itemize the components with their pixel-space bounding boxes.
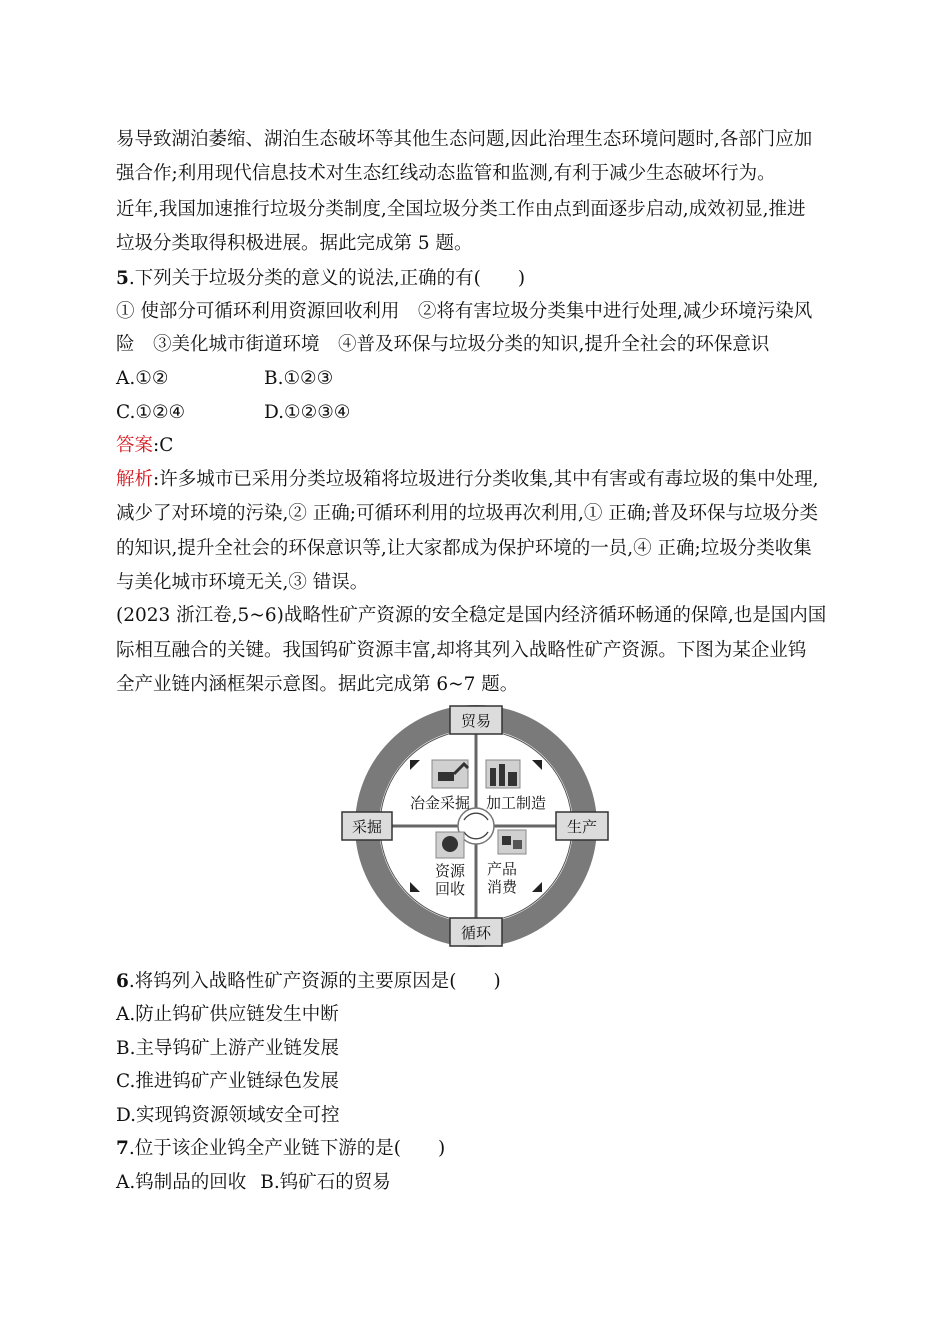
- q7-number: 7: [116, 1138, 129, 1159]
- q7-options-line: [116, 1171, 391, 1195]
- q6-option-a: A.防止钨矿供应链发生中断: [116, 1004, 339, 1025]
- analysis-label: 解析: [116, 469, 154, 490]
- label-trade: 贸易: [460, 712, 492, 730]
- label-product: 产品: [486, 860, 518, 878]
- factory-icon: [486, 760, 520, 788]
- q6-option-b: B.主导钨矿上游产业链发展: [116, 1038, 339, 1059]
- box-production: [556, 812, 608, 840]
- q7-option-a: A.钨制品的回收: [116, 1172, 247, 1193]
- q5-analysis-4: 与美化城市环境无关,③ 错误。: [116, 572, 369, 593]
- intro-line-3: 近年,我国加速推行垃圾分类制度,全国垃圾分类工作由点到面逐步启动,成效初显,推进: [116, 199, 806, 220]
- material-line-1: (2023 浙江卷,5~6)战略性矿产资源的安全稳定是国内经济循环畅通的保障,也是国内国: [116, 605, 827, 626]
- q6-stem-line: [116, 970, 501, 994]
- q7-stem-line: [116, 1137, 445, 1161]
- label-mining: 采掘: [351, 818, 383, 836]
- q6-option-d: D.实现钨资源领域安全可控: [116, 1105, 340, 1126]
- q5-answer: [116, 434, 173, 458]
- box-mining: [342, 812, 392, 840]
- material-line-2: 际相互融合的关键。我国钨矿资源丰富,却将其列入战略性矿产资源。下图为某企业钨: [116, 640, 807, 661]
- q6-option-c: C.推进钨矿产业链绿色发展: [116, 1071, 339, 1092]
- label-resource: 资源: [434, 862, 466, 880]
- label-cycle: 循环: [460, 924, 492, 942]
- intro-line-1: 易导致湖泊萎缩、湖泊生态破坏等其他生态问题,因此治理生态环境问题时,各部门应加: [116, 129, 813, 150]
- q5-analysis-2: 减少了对环境的污染,② 正确;可循环利用的垃圾再次利用,① 正确;普及环保与垃圾分类: [116, 503, 818, 524]
- label-recycling: 回收: [434, 880, 466, 898]
- q5-stem: .下列关于垃圾分类的意义的说法,正确的有( ): [128, 268, 526, 289]
- label-processing-manufacturing: 加工制造: [485, 794, 547, 812]
- q5-number: 5: [116, 268, 129, 289]
- recycle-bin-icon: [436, 832, 464, 858]
- q5-stem-line: [116, 267, 525, 291]
- q5-statements-2: 险 ③美化城市街道环境 ④普及环保与垃圾分类的知识,提升全社会的环保意识: [116, 334, 770, 355]
- answer-label: 答案: [116, 435, 154, 456]
- label-production: 生产: [566, 818, 598, 836]
- q5-option-a: A.①②: [116, 368, 169, 389]
- q6-number: 6: [116, 971, 129, 992]
- box-cycle: [450, 918, 502, 946]
- answer-value: :C: [153, 435, 174, 456]
- q5-analysis-1: [116, 468, 819, 492]
- q7-option-b: B.钨矿石的贸易: [260, 1172, 391, 1193]
- products-icon: [498, 830, 526, 854]
- intro-line-4: 垃圾分类取得积极进展。据此完成第 5 题。: [116, 233, 473, 254]
- label-consumption: 消费: [486, 878, 518, 896]
- q7-stem: .位于该企业钨全产业链下游的是( ): [128, 1138, 446, 1159]
- q5-option-d: D.①②③④: [264, 402, 351, 423]
- q5-analysis-3: 的知识,提升全社会的环保意识等,让大家都成为保护环境的一员,④ 正确;垃圾分类收集: [116, 538, 812, 559]
- analysis-text-1: :许多城市已采用分类垃圾箱将垃圾进行分类收集,其中有害或有毒垃圾的集中处理,: [153, 469, 819, 490]
- q6-stem: .将钨列入战略性矿产资源的主要原因是( ): [128, 971, 501, 992]
- label-metallurgy-mining: 冶金采掘: [409, 794, 471, 812]
- intro-line-2: 强合作;利用现代信息技术对生态红线动态监管和监测,有利于减少生态破坏行为。: [116, 163, 776, 184]
- excavator-icon: [432, 760, 468, 788]
- q5-statements-1: ① 使部分可循环利用资源回收利用 ②将有害垃圾分类集中进行处理,减少环境污染风: [116, 301, 813, 322]
- q5-option-b: B.①②③: [264, 368, 334, 389]
- q5-option-c: C.①②④: [116, 402, 186, 423]
- material-line-3: 全产业链内涵框架示意图。据此完成第 6~7 题。: [116, 674, 519, 695]
- box-trade: [450, 706, 502, 734]
- tungsten-industry-chain-diagram: [340, 702, 612, 952]
